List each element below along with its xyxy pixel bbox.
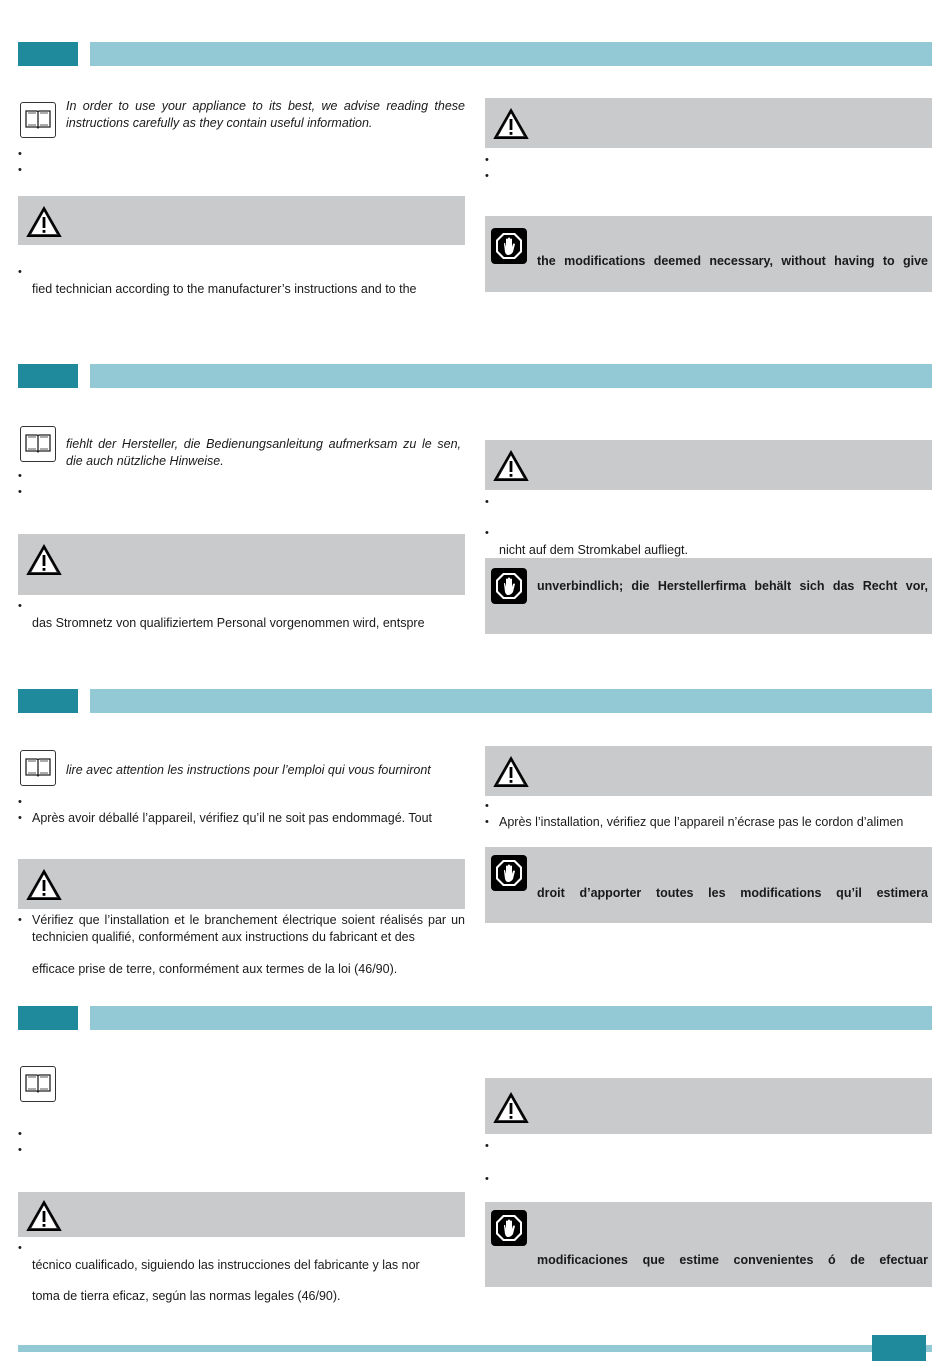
stop-hand-icon [491, 568, 527, 604]
list-item [18, 162, 465, 178]
list-item [485, 1171, 932, 1187]
section-header-tab [18, 42, 78, 66]
list-item [18, 794, 465, 810]
book-icon [20, 426, 56, 462]
section-header-tab [18, 1006, 78, 1030]
right-column [485, 1078, 932, 1298]
left-column [18, 96, 465, 316]
list-item [18, 1126, 465, 1142]
section-header-bar [90, 364, 932, 388]
list-item [18, 1142, 465, 1158]
list-item: • Après avoir déballé l’appareil, vérifiez qu’il ne soit pas endommagé. Tout [18, 810, 465, 827]
book-icon [20, 750, 56, 786]
list-item [485, 798, 932, 814]
list-item [485, 152, 932, 168]
warning-box [18, 196, 465, 245]
section-header-bar [90, 1006, 932, 1030]
list-item [18, 146, 465, 162]
stop-hand-icon [491, 855, 527, 891]
footer-page-tab [872, 1335, 926, 1361]
warning-triangle-icon [493, 1092, 529, 1124]
section-header-bar [90, 689, 932, 713]
list-item [18, 1240, 465, 1256]
list-item [485, 1138, 932, 1154]
book-icon [20, 102, 56, 138]
list-item [18, 264, 465, 280]
text-line: toma de tierra eficaz, según las normas legales (46/90). [32, 1289, 341, 1303]
list-item: • Après l’installation, vérifiez que l’appareil n’écrase pas le cordon d’alimen [485, 814, 932, 831]
intro-text: In order to use your appliance to its best, we advise reading these instructions carefully as they contain useful information. [66, 99, 465, 130]
warning-box [485, 98, 932, 148]
warning-box [485, 1078, 932, 1134]
warning-triangle-icon [493, 756, 529, 788]
list-item [485, 494, 932, 510]
text-line: das Stromnetz von qualifiziertem Personal vorgenommen wird, entspre [32, 616, 425, 630]
warning-box [18, 534, 465, 595]
text-line: nicht auf dem Stromkabel aufliegt. [499, 543, 688, 557]
warning-box [485, 440, 932, 490]
warning-box [485, 746, 932, 796]
stop-hand-icon [491, 1210, 527, 1246]
section-header-bar [90, 42, 932, 66]
text-line: técnico cualificado, siguiendo las instrucciones del fabricante y las nor [32, 1258, 420, 1272]
warning-triangle-icon [26, 206, 62, 238]
warning-box [18, 859, 465, 909]
notice-text: modificaciones que estime convenientes ó de efectuar [537, 1253, 928, 1267]
notice-box [485, 216, 932, 292]
text-line: efficace prise de terre, conformément aux termes de la loi (46/90). [32, 962, 398, 976]
notice-text: the modifications deemed necessary, without having to give [537, 254, 928, 268]
right-column [485, 746, 932, 946]
warning-triangle-icon [26, 544, 62, 576]
left-column [18, 1066, 465, 1316]
list-item [485, 525, 932, 541]
book-icon [20, 1066, 56, 1102]
list-item: • Vérifiez que l’installation et le branchement électrique soient réalisés par un technicien qualifié, conformément aux instructions du fabricant et des [18, 912, 465, 946]
stop-hand-icon [491, 228, 527, 264]
intro-text: lire avec attention les instructions pour l’emploi qui vous fourniront [66, 763, 431, 777]
list-item [485, 168, 932, 184]
warning-box [18, 1192, 465, 1237]
left-column [18, 750, 465, 990]
warning-triangle-icon [493, 108, 529, 140]
warning-triangle-icon [26, 1200, 62, 1232]
list-item [18, 484, 465, 500]
intro-text: fiehlt der Hersteller, die Bedienungsanleitung aufmerksam zu le sen, die auch nützliche Hinweise. [66, 437, 461, 468]
warning-triangle-icon [26, 869, 62, 901]
section-header-tab [18, 689, 78, 713]
warning-triangle-icon [493, 450, 529, 482]
notice-box [485, 847, 932, 923]
notice-text: droit d’apporter toutes les modifications qu’il estimera [537, 886, 928, 900]
right-column [485, 98, 932, 298]
right-column [485, 440, 932, 640]
notice-text: unverbindlich; die Herstellerfirma behält sich das Recht vor, [537, 579, 928, 593]
left-column [18, 424, 465, 644]
list-item [18, 468, 465, 484]
notice-box [485, 558, 932, 634]
section-header-tab [18, 364, 78, 388]
footer-bar [18, 1345, 932, 1352]
notice-box [485, 1202, 932, 1287]
list-item [18, 598, 465, 614]
text-line: fied technician according to the manufacturer’s instructions and to the [32, 282, 417, 296]
